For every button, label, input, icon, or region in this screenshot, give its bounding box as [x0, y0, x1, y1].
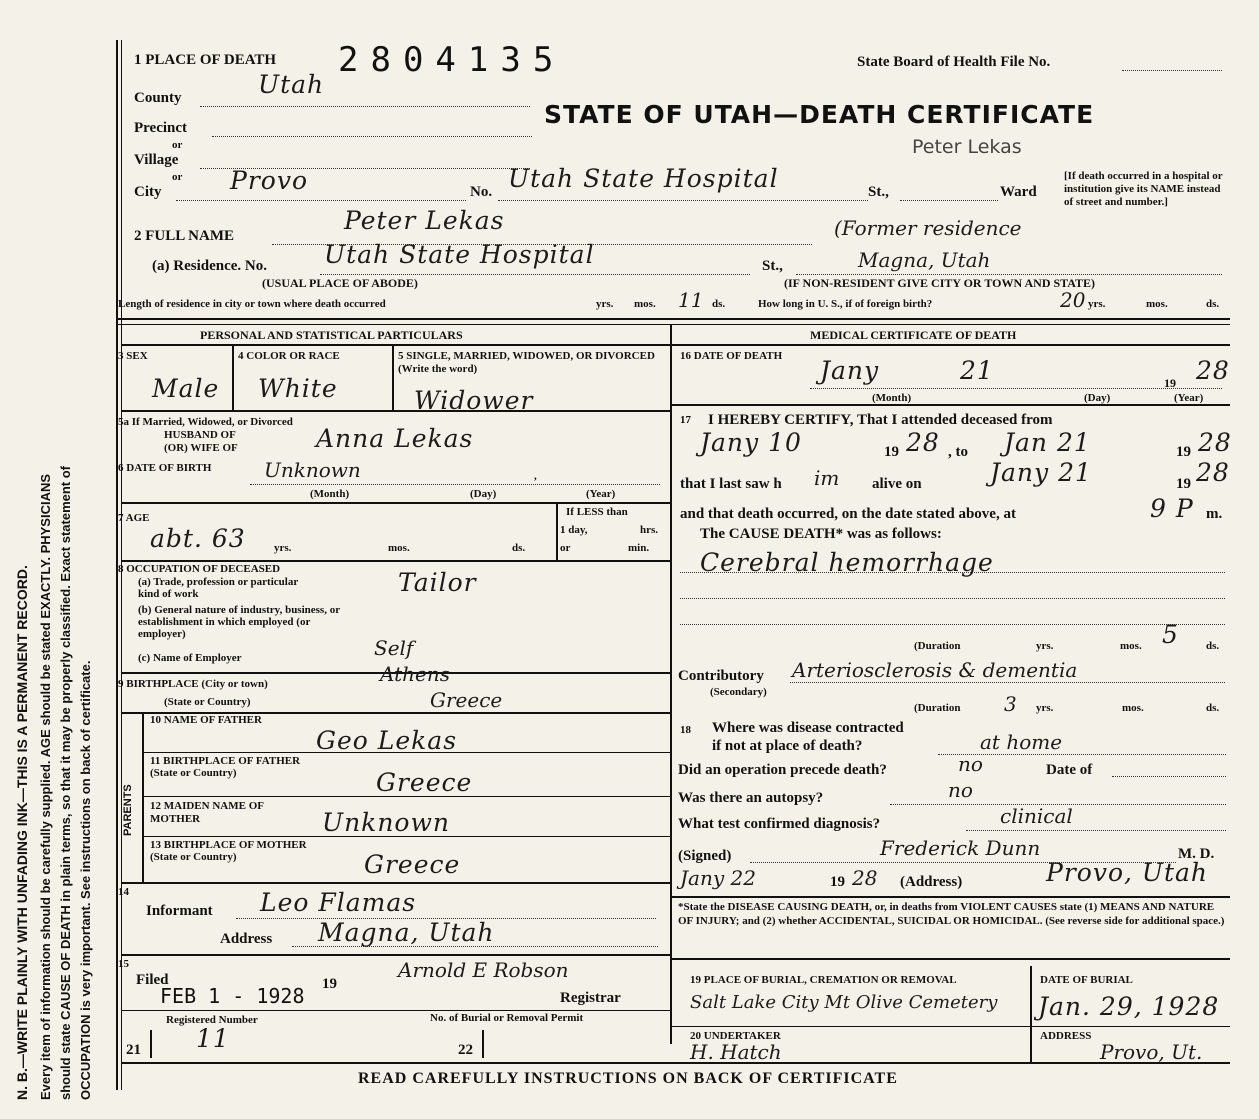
reg-divider-2 [482, 1030, 484, 1058]
alive-19: 19 [1176, 476, 1191, 492]
employer-label: (c) Name of Employer [138, 652, 242, 664]
length-days-value: 11 [678, 288, 704, 312]
occupation-value: Tailor [398, 568, 477, 597]
city-line [176, 200, 466, 201]
birthplace-state: (State or Country) [164, 696, 251, 708]
alive-year: 28 [1196, 458, 1230, 487]
item-21: 21 [126, 1042, 141, 1058]
us-mos-label: mos. [1146, 298, 1168, 310]
burial-date-value: Jan. 29, 1928 [1038, 992, 1220, 1021]
age-yrs: yrs. [274, 542, 292, 554]
registrar-signature: Arnold E Robson [398, 958, 569, 982]
sign-year: 28 [852, 866, 878, 890]
side-note-4: OCCUPATION is very important. See instructions on back of certificate. [78, 660, 93, 1100]
cause-note: *State the DISEASE CAUSING DEATH, or, in deaths from VIOLENT CAUSES state (1) MEANS AND NATURE OF INJURY; and (2) whether ACCIDENTAL, SUICIDAL OR HOMICIDAL. (See reverse side for additional space.) [678, 901, 1225, 927]
county-value: Utah [258, 70, 325, 99]
informant-address-value: Magna, Utah [318, 918, 495, 947]
from-19: 19 [884, 444, 899, 460]
state-file-label: State Board of Health File No. [857, 54, 1051, 70]
length-ds-label: ds. [712, 298, 726, 310]
hospital-note: [If death occurred in a hospital or institution give its NAME instead of street and number.] [1064, 170, 1223, 208]
contributory-label: Contributory [678, 668, 764, 684]
medical-section-title: MEDICAL CERTIFICATE OF DEATH [810, 328, 1017, 342]
where-label-2: if not at place of death? [712, 738, 863, 754]
contrib-mos: mos. [1122, 702, 1144, 714]
file-no-line [1122, 70, 1222, 71]
dob-line [250, 484, 660, 485]
row-line-2 [122, 502, 670, 504]
us-years-value: 20 [1060, 288, 1086, 312]
abode-label: (USUAL PLACE OF ABODE) [262, 276, 418, 290]
age-divider [556, 502, 558, 560]
ward-line [900, 200, 998, 201]
informant-address-label: Address [220, 931, 273, 947]
side-note-3: should state CAUSE OF DEATH in plain terms, so that it may be properly classified. Exact statement of [58, 465, 73, 1100]
color-divider [392, 344, 394, 410]
place-of-death-label: 1 PLACE OF DEATH [134, 52, 277, 68]
death-day: 21 [960, 356, 994, 385]
cause-label: The CAUSE DEATH* was as follows: [700, 526, 942, 542]
duration-yrs: yrs. [1036, 640, 1054, 652]
informant-label: Informant [146, 903, 213, 919]
to-19: 19 [1176, 444, 1191, 460]
no-value: Utah State Hospital [508, 164, 779, 193]
undertaker-value: H. Hatch [690, 1040, 782, 1064]
sign-19: 19 [830, 874, 845, 890]
spouse-label-2: HUSBAND OF [164, 429, 236, 441]
sign-address-label: (Address) [900, 874, 963, 890]
attended-to: Jan 21 [1004, 428, 1091, 457]
secondary-label: (Secondary) [710, 686, 767, 698]
reg-number-label: Registered Number [166, 1014, 258, 1026]
signed-value: Frederick Dunn [880, 836, 1041, 860]
age-ds: ds. [512, 542, 526, 554]
age-value: abt. 63 [150, 524, 246, 553]
undertaker-address-value: Provo, Ut. [1100, 1040, 1203, 1064]
operation-label: Did an operation precede death? [678, 762, 887, 778]
undertaker-address-label: ADDRESS [1040, 1030, 1092, 1042]
stated-time: 9 P [1150, 494, 1194, 523]
duration-value: 5 [1162, 620, 1179, 649]
marital-value: Widower [414, 386, 534, 415]
certificate-title: STATE OF UTAH—DEATH CERTIFICATE [544, 100, 1095, 129]
precinct-label: Precinct [134, 120, 188, 136]
burial-divider [1030, 966, 1032, 1062]
autopsy-value: no [948, 778, 973, 802]
spouse-value: Anna Lekas [316, 424, 474, 453]
where-label-1: Where was disease contracted [712, 720, 904, 736]
full-name-label: 2 FULL NAME [134, 228, 235, 244]
where-value: at home [980, 730, 1063, 754]
row-line-8 [142, 836, 670, 837]
burial-place-value: Salt Lake City Mt Olive Cemetery [690, 992, 998, 1013]
med-line-2 [672, 896, 1230, 898]
no-line [498, 200, 868, 201]
from-year: 28 [906, 428, 940, 457]
father-label: 10 NAME OF FATHER [150, 714, 262, 726]
row-line-10 [122, 954, 670, 956]
father-value: Geo Lekas [316, 726, 458, 755]
dob-year-label: (Year) [586, 488, 616, 500]
occupation-label: 8 OCCUPATION OF DECEASED [118, 563, 281, 575]
operation-value: no [958, 752, 983, 776]
row-line-6 [142, 752, 670, 753]
item-18: 18 [680, 724, 691, 736]
death-day-label: (Day) [1084, 392, 1111, 404]
residence-line [320, 274, 750, 275]
row-line-7 [142, 796, 670, 797]
age-mos: mos. [388, 542, 410, 554]
date-of-line [1112, 776, 1226, 777]
parents-divider [142, 712, 144, 882]
age-label: 7 AGE [118, 512, 150, 524]
last-saw-him: im [814, 466, 840, 490]
item-15: 15 [118, 958, 129, 970]
medical-title-line [672, 344, 1230, 346]
less-min: min. [628, 542, 650, 554]
footer-instructions: READ CAREFULLY INSTRUCTIONS ON BACK OF CERTIFICATE [358, 1070, 898, 1087]
reg-divider-1 [150, 1030, 152, 1058]
attended-from: Jany 10 [700, 428, 802, 457]
residence-st-label: St., [762, 258, 783, 274]
mother-bp-label: 13 BIRTHPLACE OF MOTHER (State or Country) [150, 839, 307, 863]
item-17: 17 [680, 414, 691, 426]
death-month-label: (Month) [872, 392, 912, 404]
dob-day-label: (Day) [470, 488, 497, 500]
date-of-death-label: 16 DATE OF DEATH [680, 350, 783, 362]
undertaker-label: 20 UNDERTAKER [690, 1030, 781, 1042]
dob-label: 6 DATE OF BIRTH [118, 462, 212, 474]
header-divider-2 [116, 324, 1230, 325]
mother-value: Unknown [322, 808, 450, 837]
or-label-1: or [172, 139, 183, 151]
color-label: 4 COLOR OR RACE [238, 350, 340, 362]
bottom-line [122, 1062, 1230, 1064]
contrib-ds: ds. [1206, 702, 1220, 714]
former-residence: (Former residence [834, 216, 1022, 240]
filed-value: FEB 1 - 1928 [160, 984, 305, 1008]
full-name-value: Peter Lekas [344, 206, 505, 235]
less-hrs: hrs. [640, 524, 659, 536]
filed-label: Filed [136, 972, 169, 988]
row-line-3 [122, 560, 670, 562]
father-bp-value: Greece [376, 768, 473, 797]
registrar-label: Registrar [560, 990, 621, 1006]
length-label: Length of residence in city or town where death occurred [118, 298, 386, 310]
residence-city-line [796, 274, 1222, 275]
residence-city-value: Magna, Utah [858, 248, 991, 272]
med-line-3 [672, 958, 1230, 960]
test-line [966, 830, 1226, 831]
reg-number-value: 11 [196, 1024, 230, 1053]
sex-divider [232, 344, 234, 410]
index-name: Peter Lekas [912, 136, 1022, 158]
contrib-duration-value: 3 [1004, 692, 1017, 716]
city-label: City [134, 184, 162, 200]
duration-ds: ds. [1206, 640, 1220, 652]
less-label-1: If LESS than [566, 506, 628, 518]
cause-line-3 [680, 624, 1225, 625]
death-month: Jany [820, 356, 880, 385]
item-22: 22 [458, 1042, 473, 1058]
last-saw-label: that I last saw h [680, 476, 782, 492]
burial-date-label: DATE OF BURIAL [1040, 974, 1133, 986]
contrib-yrs: yrs. [1036, 702, 1054, 714]
death-date-line [810, 388, 1222, 389]
center-divider [670, 324, 672, 1044]
side-note-1: N. B.—WRITE PLAINLY WITH UNFADING INK—THIS IS A PERMANENT RECORD. [14, 565, 30, 1100]
less-or: or [560, 542, 571, 554]
test-label: What test confirmed diagnosis? [678, 816, 881, 832]
sign-address-value: Provo, Utah [1046, 858, 1209, 887]
ward-label: Ward [1000, 184, 1037, 200]
cause-line-2 [680, 598, 1225, 599]
autopsy-label: Was there an autopsy? [678, 790, 824, 806]
md-label: M. D. [1178, 846, 1215, 862]
father-bp-label: 11 BIRTHPLACE OF FATHER (State or Country) [150, 755, 301, 779]
death-19: 19 [1164, 376, 1176, 390]
header-divider [116, 318, 1230, 320]
burial-place-label: 19 PLACE OF BURIAL, CREMATION OR REMOVAL [690, 974, 957, 986]
filed-19: 19 [322, 976, 337, 992]
spouse-label-3: (OR) WIFE OF [164, 442, 238, 454]
dob-month-label: (Month) [310, 488, 350, 500]
less-label-2: 1 day, [560, 524, 588, 536]
st-label: St., [868, 184, 889, 200]
residence-value: Utah State Hospital [324, 240, 595, 269]
no-label: No. [470, 184, 493, 200]
length-yrs-label: yrs. [596, 298, 614, 310]
burial-number-label: No. of Burial or Removal Permit [430, 1012, 584, 1024]
personal-title-line [122, 344, 670, 346]
length-mos-label: mos. [634, 298, 656, 310]
precinct-line [212, 136, 532, 137]
city-value: Provo [230, 166, 308, 195]
birthplace-city-value: Athens [380, 662, 450, 686]
row-line-9 [122, 882, 670, 884]
alive-value: Jany 21 [990, 458, 1092, 487]
death-year-label: (Year) [1174, 392, 1204, 404]
stated-label: and that death occurred, on the date stated above, at [680, 506, 1016, 522]
stated-m: m. [1206, 506, 1223, 522]
residence-label: (a) Residence. No. [152, 258, 267, 274]
sex-label: 3 SEX [118, 350, 148, 362]
color-value: White [258, 374, 338, 403]
contrib-duration-label: (Duration [914, 702, 961, 714]
test-value: clinical [1000, 804, 1073, 828]
row-line-11 [122, 1010, 670, 1011]
cause-value: Cerebral hemorrhage [700, 548, 994, 577]
occupation-a: (a) Trade, profession or particular kind of work [138, 576, 299, 600]
to-label: , to [948, 444, 968, 460]
occupation-b: (b) General nature of industry, business, or establishment in which employed (or employer) [138, 604, 340, 640]
mother-bp-value: Greece [364, 850, 461, 879]
certify-label: I HEREBY CERTIFY, That I attended deceased from [708, 412, 1053, 428]
sex-value: Male [152, 374, 220, 403]
us-yrs-label: yrs. [1088, 298, 1106, 310]
mother-label: 12 MAIDEN NAME OF MOTHER [150, 800, 264, 825]
signed-label: (Signed) [678, 848, 732, 864]
birthplace-label: 9 BIRTHPLACE (City or town) [118, 678, 268, 690]
cause-line-1 [680, 572, 1225, 573]
parents-label: PARENTS [122, 784, 134, 836]
county-line [200, 106, 530, 107]
spouse-label-1: 5a If Married, Widowed, or Divorced [118, 416, 293, 428]
or-label-2: or [172, 171, 183, 183]
row-line-1 [122, 410, 670, 412]
sign-date: Jany 22 [680, 866, 756, 890]
burial-line [672, 1026, 1230, 1027]
contributory-value: Arteriosclerosis & dementia [792, 658, 1078, 682]
dob-value: Unknown [264, 458, 361, 482]
informant-value: Leo Flamas [260, 888, 417, 917]
personal-section-title: PERSONAL AND STATISTICAL PARTICULARS [200, 328, 463, 342]
duration-label: (Duration [914, 640, 961, 652]
date-of-label: Date of [1046, 762, 1093, 778]
contributory-line [790, 682, 1225, 683]
to-year: 28 [1198, 428, 1232, 457]
nonresident-label: (IF NON-RESIDENT GIVE CITY OR TOWN AND STATE) [784, 276, 1096, 290]
birthplace-country-value: Greece [430, 688, 503, 712]
med-line-1 [672, 404, 1230, 406]
village-label: Village [134, 152, 179, 168]
alive-label: alive on [872, 476, 922, 492]
duration-mos: mos. [1120, 640, 1142, 652]
county-label: County [134, 90, 182, 106]
side-note-2: Every item of information should be carefully supplied. AGE should be stated EXACTLY. PHYSICIANS [38, 473, 53, 1100]
death-year: 28 [1196, 356, 1230, 385]
us-label: How long in U. S., if of foreign birth? [758, 298, 933, 310]
dob-comma: , [534, 470, 537, 482]
us-ds-label: ds. [1206, 298, 1220, 310]
item-14: 14 [118, 886, 129, 898]
certificate-number: 2804135 [338, 40, 566, 80]
employer-value: Self [374, 636, 414, 660]
marital-label: 5 SINGLE, MARRIED, WIDOWED, OR DIVORCED (Write the word) [398, 350, 655, 375]
